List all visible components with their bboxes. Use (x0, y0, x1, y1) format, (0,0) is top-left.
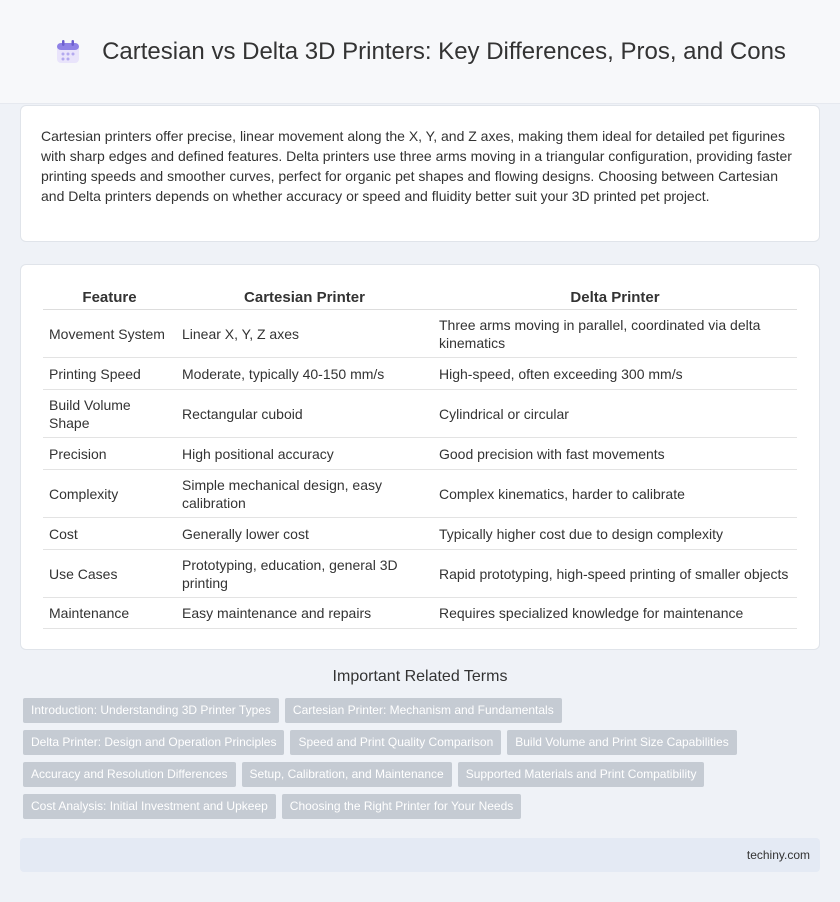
cell-feature: Movement System (43, 310, 176, 358)
cell-feature: Printing Speed (43, 358, 176, 390)
related-term-tag[interactable]: Choosing the Right Printer for Your Needs (282, 794, 521, 819)
related-term-tag[interactable]: Introduction: Understanding 3D Printer Types (23, 698, 279, 723)
related-term-tag[interactable]: Delta Printer: Design and Operation Principles (23, 730, 284, 755)
table-row (43, 390, 797, 438)
table-row (43, 470, 797, 518)
related-terms-title: Important Related Terms (332, 668, 508, 685)
table-row (43, 358, 797, 390)
related-term-tag[interactable]: Setup, Calibration, and Maintenance (242, 762, 452, 787)
cell-cartesian: Prototyping, education, general 3D printing (176, 550, 433, 598)
cell-cartesian: Linear X, Y, Z axes (176, 310, 433, 358)
comparison-table (43, 285, 797, 629)
cell-feature: Use Cases (43, 550, 176, 598)
related-term-tag[interactable]: Cartesian Printer: Mechanism and Fundamentals (285, 698, 562, 723)
table-row (43, 438, 797, 470)
cell-delta: High-speed, often exceeding 300 mm/s (433, 358, 797, 390)
table-row (43, 518, 797, 550)
table-row (43, 310, 797, 358)
cell-delta: Complex kinematics, harder to calibrate (433, 470, 797, 518)
cell-delta: Typically higher cost due to design complexity (433, 518, 797, 550)
footer (20, 838, 820, 872)
intro-text: Cartesian printers offer precise, linear movement along the X, Y, and Z axes, making them ideal for detailed pet figurines with sharp edges and defined features. Delta printers use three arms moving in a triangular configuration, providing faster printing speeds and smoother curves, perfect for organic pet shapes and flowing designs. Choosing between Cartesian and Delta printers depends on whether accuracy or speed and fluidity better suit your 3D printed pet project. (41, 128, 792, 204)
table-header-row (43, 285, 797, 310)
related-term-tag[interactable]: Build Volume and Print Size Capabilities (507, 730, 736, 755)
header-cartesian: Cartesian Printer (176, 285, 433, 310)
header-delta: Delta Printer (433, 285, 797, 310)
related-terms-list (0, 698, 840, 826)
related-term-tag[interactable]: Supported Materials and Print Compatibility (458, 762, 705, 787)
footer-site[interactable]: techiny.com (746, 848, 810, 862)
cell-cartesian: Simple mechanical design, easy calibration (176, 470, 433, 518)
related-term-tag[interactable]: Accuracy and Resolution Differences (23, 762, 236, 787)
intro-card (20, 105, 820, 242)
related-terms-section (0, 668, 840, 826)
cell-feature: Cost (43, 518, 176, 550)
cell-delta: Requires specialized knowledge for maintenance (433, 598, 797, 629)
cell-cartesian: High positional accuracy (176, 438, 433, 470)
table-row (43, 550, 797, 598)
related-term-tag[interactable]: Cost Analysis: Initial Investment and Upkeep (23, 794, 276, 819)
cell-cartesian: Rectangular cuboid (176, 390, 433, 438)
page-header (0, 0, 840, 104)
cell-cartesian: Easy maintenance and repairs (176, 598, 433, 629)
cell-delta: Rapid prototyping, high-speed printing of smaller objects (433, 550, 797, 598)
header-feature: Feature (43, 285, 176, 310)
table-row (43, 598, 797, 629)
cell-delta: Three arms moving in parallel, coordinated via delta kinematics (433, 310, 797, 358)
cell-feature: Complexity (43, 470, 176, 518)
related-term-tag[interactable]: Speed and Print Quality Comparison (290, 730, 501, 755)
cell-feature: Precision (43, 438, 176, 470)
cell-cartesian: Moderate, typically 40-150 mm/s (176, 358, 433, 390)
page-title: Cartesian vs Delta 3D Printers: Key Differences, Pros, and Cons (102, 37, 786, 65)
calendar-icon (54, 38, 82, 66)
cell-feature: Build Volume Shape (43, 390, 176, 438)
cell-delta: Cylindrical or circular (433, 390, 797, 438)
cell-feature: Maintenance (43, 598, 176, 629)
cell-cartesian: Generally lower cost (176, 518, 433, 550)
comparison-table-card (20, 264, 820, 650)
cell-delta: Good precision with fast movements (433, 438, 797, 470)
